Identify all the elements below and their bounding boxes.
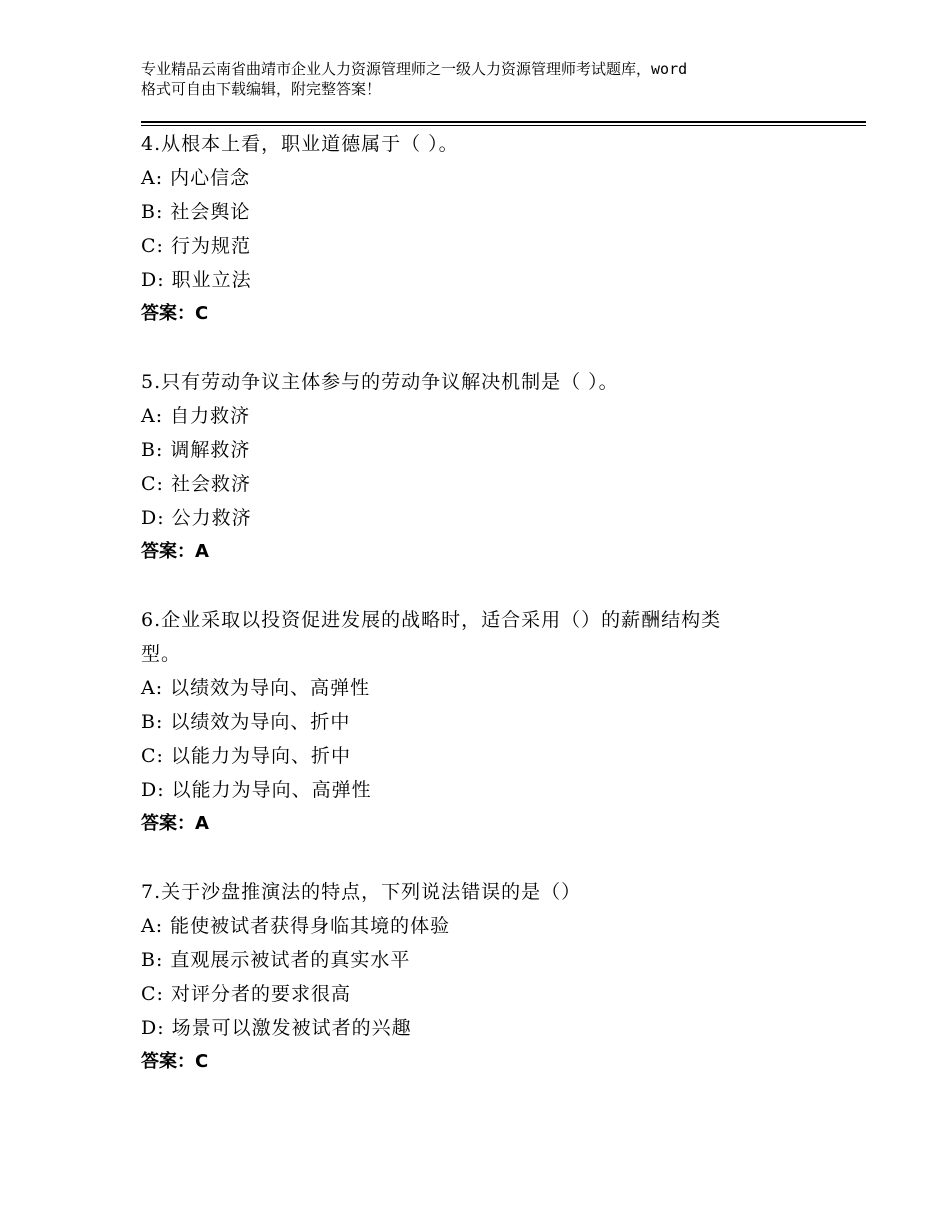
question-6 (141, 603, 841, 841)
option-a: A: 自力救济 (141, 405, 251, 427)
answer-label: 答案：A (141, 541, 209, 562)
question-stem-line-2: 型。 (141, 643, 182, 665)
answer-label: 答案：A (141, 813, 209, 834)
question-stem: 4.从根本上看，职业道德属于（ ）。 (141, 133, 459, 155)
question-7 (141, 875, 841, 1079)
option-b: B: 直观展示被试者的真实水平 (141, 949, 411, 971)
option-b: B: 调解救济 (141, 439, 251, 461)
option-d: D: 职业立法 (141, 269, 252, 291)
option-a: A: 内心信念 (141, 167, 251, 189)
answer-label: 答案：C (141, 303, 209, 324)
option-c: C: 对评分者的要求很高 (141, 983, 351, 1005)
document-header (141, 59, 831, 99)
answer-label: 答案：C (141, 1051, 209, 1072)
question-stem-line-1: 6.企业采取以投资促进发展的战略时，适合采用（）的薪酬结构类 (141, 609, 722, 631)
option-c: C: 以能力为导向、折中 (141, 745, 351, 767)
option-b: B: 社会舆论 (141, 201, 251, 223)
header-divider-thin (141, 125, 866, 126)
option-d: D: 以能力为导向、高弹性 (141, 779, 372, 801)
question-5 (141, 365, 841, 569)
option-a: A: 能使被试者获得身临其境的体验 (141, 915, 451, 937)
question-spacer (141, 331, 841, 365)
question-spacer (141, 841, 841, 875)
question-list (141, 127, 841, 1079)
header-divider-thick (141, 121, 866, 123)
option-c: C: 社会救济 (141, 473, 251, 495)
option-a: A: 以绩效为导向、高弹性 (141, 677, 371, 699)
header-line-2: 格式可自由下载编辑，附完整答案！ (141, 80, 382, 98)
option-d: D: 公力救济 (141, 507, 252, 529)
option-b: B: 以绩效为导向、折中 (141, 711, 351, 733)
option-c: C: 行为规范 (141, 235, 251, 257)
header-line-1: 专业精品云南省曲靖市企业人力资源管理师之一级人力资源管理师考试题库，word (141, 60, 688, 78)
question-stem: 7.关于沙盘推演法的特点，下列说法错误的是（） (141, 881, 582, 903)
question-stem: 5.只有劳动争议主体参与的劳动争议解决机制是（ ）。 (141, 371, 619, 393)
question-4 (141, 127, 841, 331)
option-d: D: 场景可以激发被试者的兴趣 (141, 1017, 412, 1039)
question-spacer (141, 569, 841, 603)
